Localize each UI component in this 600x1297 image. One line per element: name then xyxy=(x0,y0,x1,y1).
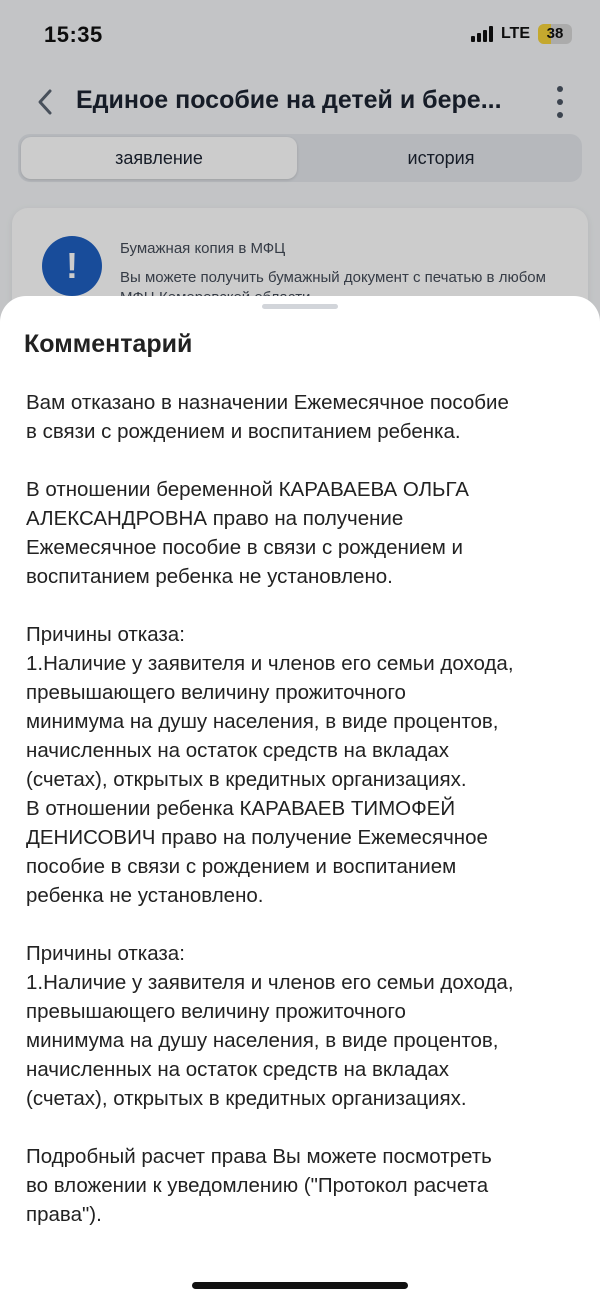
sheet-title: Комментарий xyxy=(24,330,193,358)
text-line: В отношении беременной КАРАВАЕВА ОЛЬГА xyxy=(26,478,469,501)
text-line: минимума на душу населения, в виде процентов, xyxy=(26,1029,499,1052)
tab-history[interactable]: история xyxy=(407,148,475,168)
text-line: (счетах), открытых в кредитных организациях. xyxy=(26,768,467,791)
text-line: превышающего величину прожиточного xyxy=(26,1000,406,1023)
text-line: в связи с рождением и воспитанием ребенка. xyxy=(26,420,461,443)
comment-text xyxy=(26,388,578,1258)
card-text: Вы можете получить бумажный документ с печатью в любом xyxy=(120,269,546,286)
home-indicator[interactable] xyxy=(192,1282,408,1289)
text-line: Вам отказано в назначении Ежемесячное пособие xyxy=(26,391,509,414)
text-line: минимума на душу населения, в виде процентов, xyxy=(26,710,499,733)
text-line: во вложении к уведомлению ("Протокол расчета xyxy=(26,1174,489,1197)
comment-paragraph xyxy=(26,1142,578,1229)
text-line: превышающего величину прожиточного xyxy=(26,681,406,704)
text-line: ребенка не установлено. xyxy=(26,884,264,907)
text-line: 1.Наличие у заявителя и членов его семьи дохода, xyxy=(26,652,514,675)
comment-paragraph xyxy=(26,620,578,910)
comment-paragraph xyxy=(26,388,578,446)
text-line: 1.Наличие у заявителя и членов его семьи дохода, xyxy=(26,971,514,994)
page-title: Единое пособие на детей и бере... xyxy=(76,86,502,114)
comment-sheet xyxy=(0,296,600,1297)
network-label: LTE xyxy=(500,25,530,42)
status-time: 15:35 xyxy=(44,22,103,47)
text-line: Причины отказа: xyxy=(26,623,185,646)
text-line: воспитанием ребенка не установлено. xyxy=(26,565,393,588)
text-line: Причины отказа: xyxy=(26,942,185,965)
text-line: начисленных на остаток средств на вкладах xyxy=(26,1058,450,1081)
text-line: В отношении ребенка КАРАВАЕВ ТИМОФЕЙ xyxy=(26,797,456,820)
text-line: Ежемесячное пособие в связи с рождением и xyxy=(26,536,463,559)
background-app xyxy=(0,0,600,340)
tab-application[interactable]: заявление xyxy=(21,137,297,179)
comment-paragraph xyxy=(26,939,578,1113)
text-line: пособие в связи с рождением и воспитанием xyxy=(26,855,457,878)
text-line: (счетах), открытых в кредитных организациях. xyxy=(26,1087,467,1110)
sheet-grabber[interactable] xyxy=(262,304,338,309)
text-line: ДЕНИСОВИЧ право на получение Ежемесячное xyxy=(26,826,488,849)
comment-paragraph xyxy=(26,475,578,591)
text-line: АЛЕКСАНДРОВНА право на получение xyxy=(26,507,404,530)
text-line: начисленных на остаток средств на вкладах xyxy=(26,739,450,762)
battery-level: 38 xyxy=(546,25,564,42)
text-line: Подробный расчет права Вы можете посмотреть xyxy=(26,1145,492,1168)
card-title: Бумажная копия в МФЦ xyxy=(120,240,286,257)
alert-icon: ! xyxy=(42,236,102,296)
dim-overlay[interactable] xyxy=(0,0,600,340)
text-line: права"). xyxy=(26,1203,102,1226)
